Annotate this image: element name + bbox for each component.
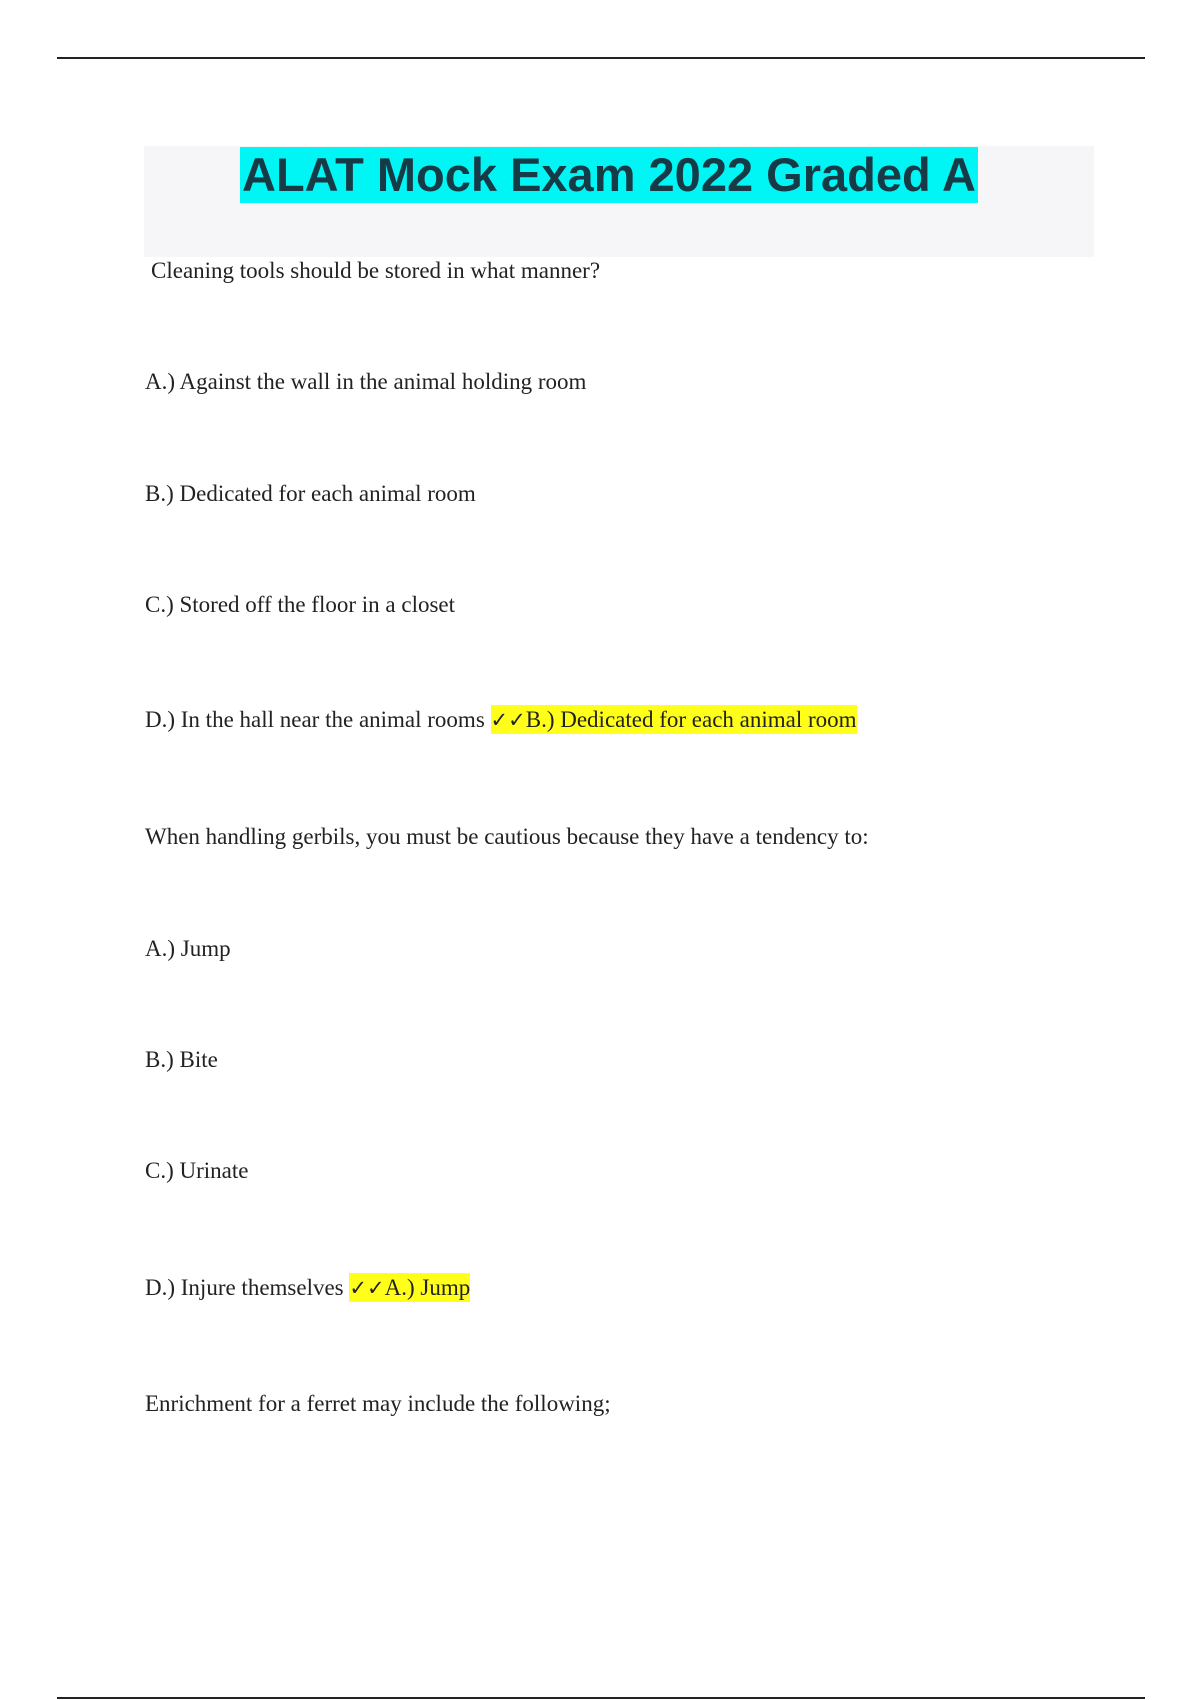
question-1: Cleaning tools should be stored in what manner? [151, 258, 601, 283]
page-title: ALAT Mock Exam 2022 Graded A [242, 148, 976, 201]
option-a: A.) Jump [145, 936, 231, 961]
option-b: B.) Dedicated for each animal room [145, 481, 476, 506]
option-a: A.) Against the wall in the animal holding room [145, 369, 587, 394]
answer-text: A.) Jump [384, 1275, 471, 1300]
option-d-with-answer [145, 1274, 470, 1302]
question-3: Enrichment for a ferret may include the following; [145, 1391, 611, 1416]
answer-highlight [349, 1273, 470, 1302]
answer-text: B.) Dedicated for each animal room [525, 707, 857, 732]
option-d: D.) In the hall near the animal rooms [145, 707, 485, 732]
double-check-icon: ✓✓ [490, 708, 526, 732]
option-c: C.) Urinate [145, 1158, 249, 1183]
answer-highlight [491, 705, 857, 734]
double-check-icon: ✓✓ [349, 1276, 385, 1300]
question-2: When handling gerbils, you must be cautious because they have a tendency to: [145, 824, 869, 849]
option-b: B.) Bite [145, 1047, 218, 1072]
option-c: C.) Stored off the floor in a closet [145, 592, 456, 617]
top-rule [57, 57, 1145, 59]
option-d-with-answer [145, 706, 857, 734]
bottom-rule [57, 1697, 1145, 1699]
option-d: D.) Injure themselves [145, 1275, 344, 1300]
